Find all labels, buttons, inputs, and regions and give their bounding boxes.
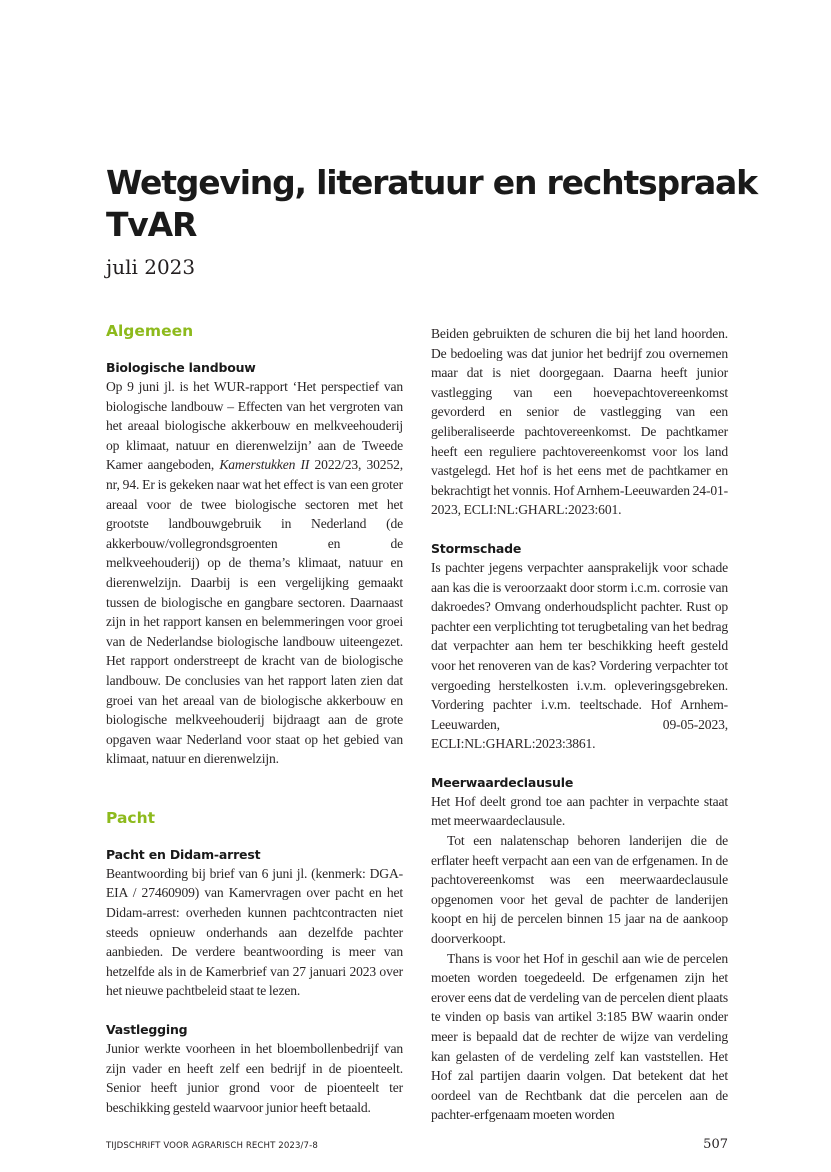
article-body: Beiden gebruikten de schuren die bij het land hoorden. De bedoeling was dat junior het bedrijf zou overnemen maar dat is niet doorgegaan. Daarna heeft junior vastlegging van een hoevepachtovereenkomst gevorderd en senior de vastlegging van een geliberaliseerde pachtovereenkomst. De pachtkamer heeft een reguliere pachtovereenkomst voor los land vastgelegd. Het hof is het eens met de pachtkamer en bekrachtigt het vonnis. Hof Arnhem-Leeuwarden 24-01-2023, ECLI:NL:GHARL:2023:601.	[431, 326, 728, 518]
article-stormschade	[431, 539, 728, 754]
article-vastlegging	[106, 1020, 403, 1117]
title-line-1: Wetgeving, literatuur en rechtspraak	[106, 163, 757, 202]
section-heading-algemeen: Algemeen	[106, 322, 194, 340]
citation-italic: Kamerstukken II	[219, 457, 310, 473]
columns	[106, 320, 728, 1125]
article-body: Het Hof deelt grond toe aan pachter in verpachte staat met meerwaardeclausule.	[431, 793, 728, 829]
body-text: 2022/23, 30252, nr, 94. Er is gekeken naar wat het effect is van een groter areaal voor de twee biologische sectoren met het grootste landbouwgebruik in Nederland (de akkerbouw/vollegrondsgroenten en de melkveehouderij) op de thema’s klimaat, natuur en dierenwelzijn. Daarbij is een vergelijking gemaakt tussen de biologische en gangbare sectoren. Daarnaast zijn in het rapport kansen en belemmeringen voor groei van de Nederlandse biologische landbouw uiteengezet. Het rapport onderstreept de kracht van de biologische landbouw. De conclusies van het rapport laten zien dat groei van het areaal van de biologische akkerbouw en biologische melkveehouderij bijdraagt aan de grote opgaven waar Nederland voor staat op het gebied van klimaat, natuur en dierenwelzijn.	[106, 457, 403, 767]
right-column	[431, 320, 728, 1125]
article-body: Tot een nalatenschap behoren landerijen die de erflater heeft verpacht aan een van de erfgenamen. In de pachtovereenkomst was een meerwaardeclausule opgenomen voor het geval de pachter de landerijen koopt en hij de percelen binnen 15 jaar na de aankoop doorverkoopt.	[431, 833, 728, 947]
article-body	[106, 377, 403, 769]
title-line-2: TvAR	[106, 205, 197, 244]
article-body: Thans is voor het Hof in geschil aan wie de percelen moeten worden toegedeeld. De erfgenamen zijn het erover eens dat de verdeling van de percelen dient plaats te vinden op basis van artikel 3:185 BW waarin onder meer is bepaald dat de rechter de wijze van verdeling kan gelasten of de verdeling zelf kan vaststellen. Het Hof zal partijen daarin volgen. Dat betekent dat het oordeel van de Rechtbank dat die percelen aan de pachter-erfgenaam moeten worden	[431, 950, 728, 1123]
article-vastlegging-continued	[431, 324, 728, 520]
section-heading-pacht: Pacht	[106, 808, 156, 827]
page-title	[106, 162, 806, 246]
article-body: Is pachter jegens verpachter aansprakelijk voor schade aan kas die is veroorzaakt door storm i.c.m. corrosie van dakroedes? Omvang onderhoudsplicht pachter. Rust op pachter een verplichting tot terugbetaling van het bedrag dat verpachter aan hem ter beschikking heeft gesteld voor het renoveren van de kas? Vordering verpachter tot vergoeding herstelkosten i.v.m. opleveringsgebreken. Vordering pachter i.v.m. teeltschade. Hof Arnhem-Leeuwarden, 09-05-2023, ECLI:NL:GHARL:2023:3861.	[431, 559, 728, 752]
page-number: 507	[703, 1137, 728, 1152]
left-column	[106, 320, 403, 1117]
body-text: Op 9 juni jl. is het WUR-rapport ‘Het perspectief van biologische landbouw – Effecten van het vergroten van het areaal biologische akkerbouw en melkveehouderij op klimaat, natuur en dierenwelzijn’ aan de Tweede Kamer aangeboden,	[106, 379, 403, 473]
article-body: Beantwoording bij brief van 6 juni jl. (kenmerk: DGA-EIA / 27460909) van Kamervragen over pacht en het Didam-arrest: overheden kunnen pachtcontracten niet steeds opnieuw onderhands aan dezelfde pachter aanbieden. De verdere beantwoording is meer van hetzelfde als in de Kamerbrief van 27 januari 2023 over het nieuwe pachtbeleid staat te lezen.	[106, 865, 403, 999]
article-title: Stormschade	[431, 540, 522, 556]
article-title: Vastlegging	[106, 1022, 188, 1038]
article-title: Meerwaardeclausule	[431, 774, 574, 790]
issue-date: juli 2023	[106, 255, 196, 279]
journal-footer: TIJDSCHRIFT VOOR AGRARISCH RECHT 2023/7-8	[106, 1141, 318, 1151]
article-meerwaardeclausule	[431, 773, 728, 1125]
article-title: Pacht en Didam-arrest	[106, 846, 261, 862]
article-pacht-didam	[106, 845, 403, 1001]
article-body: Junior werkte voorheen in het bloembollenbedrijf van zijn vader en heeft zelf een bedrijf in de pioenteelt. Senior heeft junior grond voor de pioenteelt ter beschikking gesteld waarvoor junior heeft betaald.	[106, 1041, 403, 1115]
article-title: Biologische landbouw	[106, 360, 256, 375]
article-biologische-landbouw	[106, 358, 403, 769]
footer	[106, 1137, 728, 1152]
